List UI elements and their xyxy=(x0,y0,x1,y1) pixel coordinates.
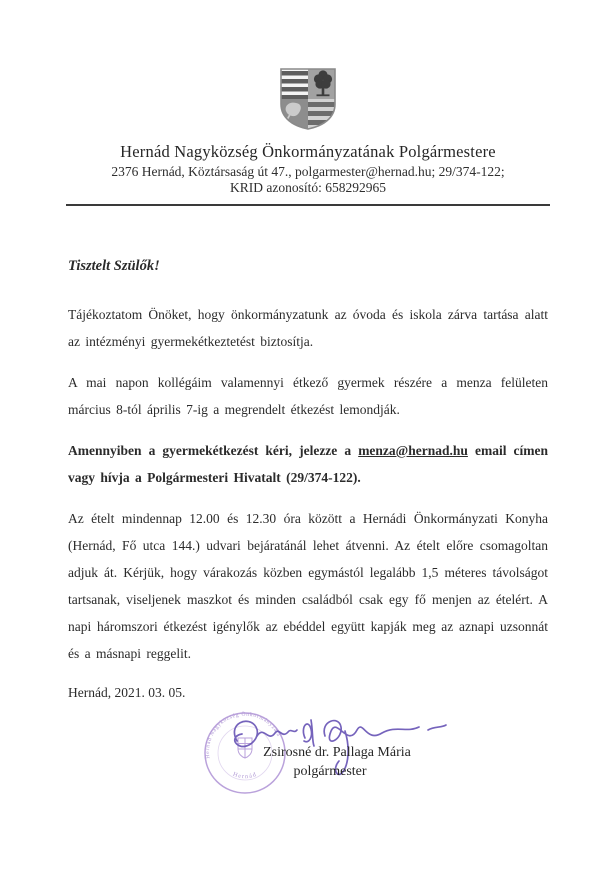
paragraph-2: A mai napon kollégáim valamennyi étkező gyermek részére a menza felületen március 8-tól április 7-ig a megrendelt étkezést lemondják. xyxy=(68,375,548,417)
coat-of-arms-icon xyxy=(278,66,338,132)
letter-body xyxy=(0,258,616,701)
signatory-title: polgármester xyxy=(293,764,367,779)
letterhead xyxy=(0,0,616,206)
paragraph-3 xyxy=(68,437,548,491)
letterhead-krid: KRID azonosító: 658292965 xyxy=(230,180,386,195)
signature-block xyxy=(0,705,616,875)
signatory-name: Zsirosné dr. Pallaga Mária xyxy=(263,745,411,760)
email-link[interactable]: menza@hernad.hu xyxy=(358,443,468,458)
header-divider xyxy=(66,204,550,206)
paragraph-4: Az ételt mindennap 12.00 és 12.30 óra között a Hernádi Önkormányzati Konyha (Hernád, Fő utca 144.) udvari bejáratánál lehet átvenni. Az ételt előre csomagoltan adjuk át. Kérjük, hogy várakozás közben egymástól legalább 1,5 méteres távolságot tartsanak, viseljenek maszkot és minden családból csak egy fő menjen az ételért. A napi háromszori étkezést igénylők az ebéddel együtt kapják meg az aznapi uzsonnát és a másnapi reggelit. xyxy=(68,511,548,661)
stamp-ring-text: Hernád Nagyközség Önkormányzata xyxy=(204,711,282,759)
salutation: Tisztelt Szülők! xyxy=(68,258,160,274)
letterhead-title: Hernád Nagyközség Önkormányzatának Polgármestere xyxy=(120,142,496,161)
date-line: Hernád, 2021. 03. 05. xyxy=(68,685,186,700)
letterhead-address: 2376 Hernád, Köztársaság út 47., polgarmester@hernad.hu; 29/374-122; xyxy=(111,164,505,179)
paragraph-3-before-email: Amennyiben a gyermekétkezést kéri, jelezze a xyxy=(68,443,359,458)
stamp-bottom-text: Hernád xyxy=(231,770,259,781)
paragraph-1: Tájékoztatom Önöket, hogy önkormányzatunk az óvoda és iskola zárva tartása alatt az intézményi gyermekétkeztetést biztosítja. xyxy=(68,307,548,349)
paragraph-3-after-email: email címen vagy hívja a Polgármesteri Hivatalt (29/374-122). xyxy=(68,443,548,485)
